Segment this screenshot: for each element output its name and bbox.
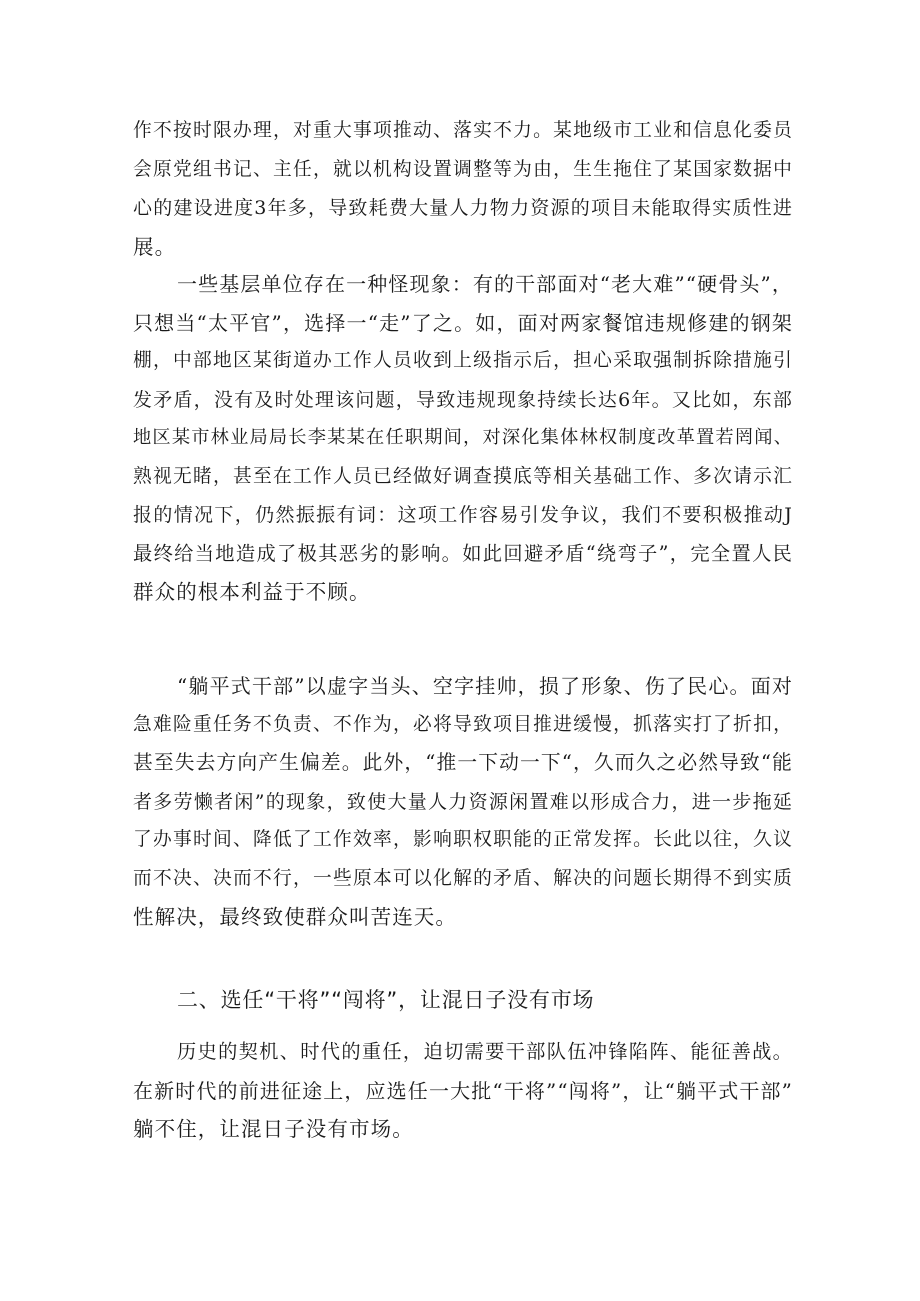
paragraph-line: 了办事时间、降低了工作效率，影响职权职能的正常发挥。长此以往，久议 xyxy=(133,829,793,850)
paragraph-line: 心的建设进度3年多，导致耗费大量人力物力资源的项目未能取得实质性进 xyxy=(133,197,793,219)
paragraph-line: 发矛盾，没有及时处理该问题，导致违规现象持续长达6年。又比如，东部 xyxy=(133,388,793,411)
paragraph-line: 者多劳懒者闲”的现象，致使大量人力资源闲置难以形成合力，进一步拖延 xyxy=(133,790,793,813)
paragraph-line: 熟视无睹，甚至在工作人员已经做好调查摸底等相关基础工作、多次请示汇 xyxy=(133,465,793,487)
paragraph-line: 一些基层单位存在一种怪现象：有的干部面对“老大难”“硬骨头”， xyxy=(177,272,793,296)
paragraph-line: 甚至失去方向产生偏差。此外，“推一下动一下“，久而久之必然导致“能 xyxy=(133,751,793,774)
paragraph-line: 在新时代的前进征途上，应选任一大批“干将”“闯将”，让“躺平式干部” xyxy=(133,1078,793,1103)
paragraph-3 xyxy=(133,667,793,937)
paragraph-line: 报的情况下，仍然振振有词：这项工作容易引发争议，我们不要积极推动J xyxy=(133,504,793,526)
paragraph-line: 作不按时限办理，对重大事项推动、落实不力。某地级市工业和信息化委员 xyxy=(133,120,793,141)
paragraph-line: 最终给当地造成了极其恶劣的影响。如此回避矛盾“绕弯子”，完全置人民 xyxy=(133,541,793,565)
paragraph-line: 躺不住，让混日子没有市场。 xyxy=(133,1117,414,1141)
paragraph-line: 而不决、决而不行，一些原本可以化解的矛盾、解决的问题长期得不到实质 xyxy=(133,867,793,889)
section-heading: 二、选任“干将”“闯将”，让混日子没有市场 xyxy=(177,988,595,1012)
paragraph-line: 历史的契机、时代的重任，迫切需要干部队伍冲锋陷阵、能征善战。 xyxy=(177,1040,793,1063)
paragraph-line: “躺平式干部”以虚字当头、空字挂帅，损了形象、伤了民心。面对 xyxy=(177,674,793,698)
paragraph-line: 展。 xyxy=(133,234,177,259)
paragraph-line: 棚，中部地区某街道办工作人员收到上级指示后，担心采取强制拆除措施引 xyxy=(133,350,793,371)
paragraph-line: 地区某市林业局局长李某某在任职期间，对深化集体林权制度改革置若罔闻、 xyxy=(133,427,793,448)
paragraph-line: 性解决，最终致使群众叫苦连天。 xyxy=(133,905,457,929)
paragraph-line: 群众的根本利益于不顾。 xyxy=(133,580,371,604)
paragraph-1 xyxy=(133,112,793,266)
paragraph-4 xyxy=(133,1033,793,1149)
paragraph-line: 急难险重任务不负责、不作为，必将导致项目推进缓慢，抓落实打了折扣， xyxy=(133,713,793,735)
paragraph-2 xyxy=(133,265,793,612)
paragraph-line: 会原党组书记、主任，就以机构设置调整等为由，生生拖住了某国家数据中 xyxy=(133,158,793,180)
paragraph-line: 只想当“太平官”，选择一“走”了之。如，面对两家餐馆违规修建的钢架 xyxy=(133,310,793,335)
